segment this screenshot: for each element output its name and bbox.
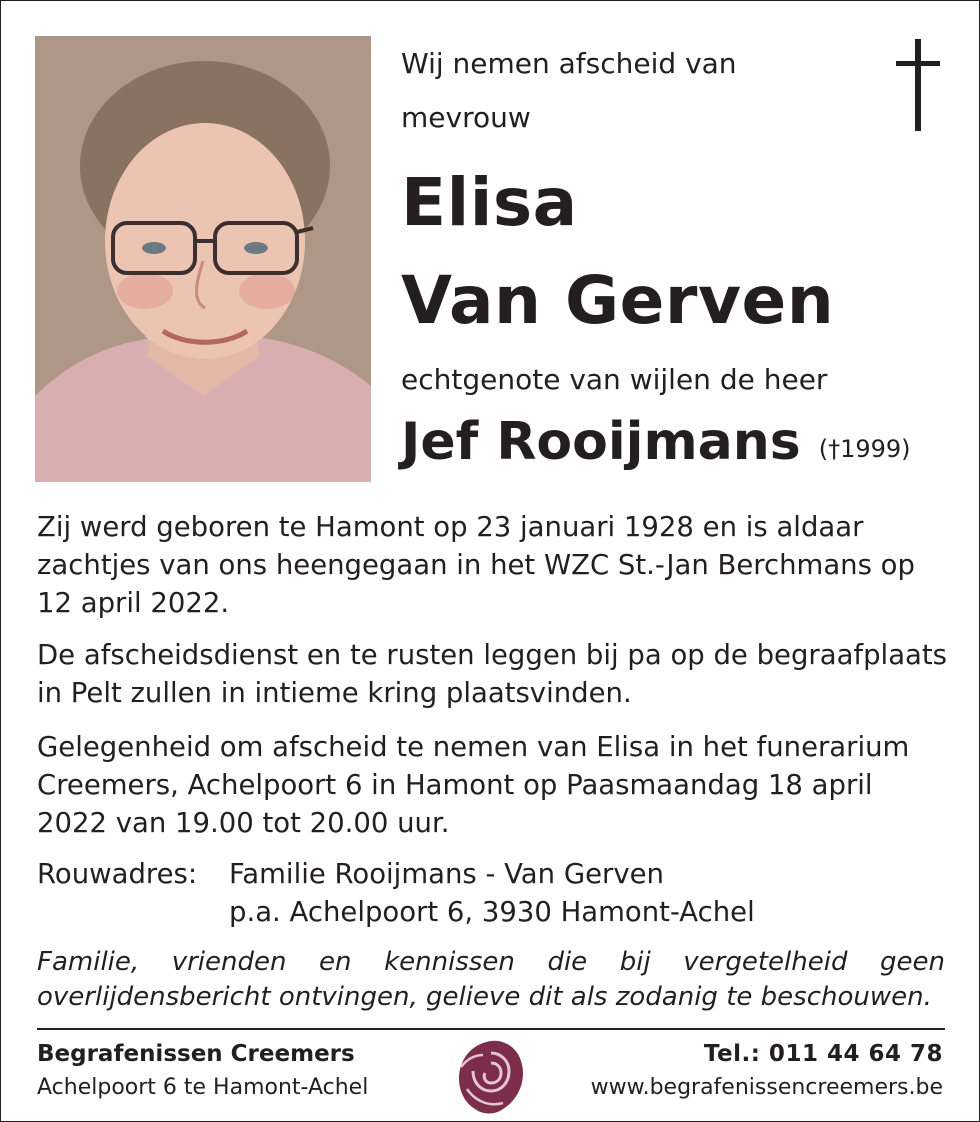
address-line-2: p.a. Achelpoort 6, 3930 Hamont-Achel: [229, 896, 755, 928]
spouse-death-year: (†1999): [818, 435, 911, 463]
rose-logo-icon: [453, 1037, 529, 1117]
funeral-company-phone: Tel.: 011 44 64 78: [703, 1041, 943, 1067]
address-label: Rouwadres:: [37, 858, 198, 890]
notice-note: Familie, vrienden en kennissen die bij vergetelheid geen overlijdensbericht ontvingen, gelieve dit als zodanig te beschouwen.: [37, 947, 945, 1012]
deceased-first-name: Elisa: [401, 164, 578, 241]
spouse-name: Jef Rooijmans: [401, 412, 801, 472]
paragraph-visitation: Gelegenheid om afscheid te nemen van Elisa in het funerarium Creemers, Achelpoort 6 in Hamont op Paasmaandag 18 april 2022 van 19.00 tot 20.00 uur.: [37, 731, 910, 839]
funeral-company-address: Achelpoort 6 te Hamont-Achel: [37, 1075, 369, 1100]
spouse-relation: echtgenote van wijlen de heer: [401, 363, 828, 396]
address-line-1: Familie Rooijmans - Van Gerven: [229, 858, 664, 890]
paragraph-birth-death: Zij werd geboren te Hamont op 23 januari 1928 en is aldaar zachtjes van ons heengegaan in het WZC St.-Jan Berchmans op 12 april 2022.: [37, 511, 915, 619]
funeral-company-name: Begrafenissen Creemers: [37, 1041, 355, 1067]
intro-line-2: mevrouw: [401, 101, 531, 134]
footer-divider: [37, 1028, 945, 1030]
portrait-photo: [35, 36, 371, 482]
cross-icon: [894, 39, 942, 131]
intro-line-1: Wij nemen afscheid van: [401, 47, 737, 80]
funeral-company-website[interactable]: www.begrafenissencreemers.be: [590, 1075, 943, 1100]
paragraph-service: De afscheidsdienst en te rusten leggen bij pa op de begraafplaats in Pelt zullen in intieme kring plaatsvinden.: [37, 639, 948, 709]
deceased-last-name: Van Gerven: [401, 262, 835, 339]
spouse-name-line: [401, 411, 911, 480]
